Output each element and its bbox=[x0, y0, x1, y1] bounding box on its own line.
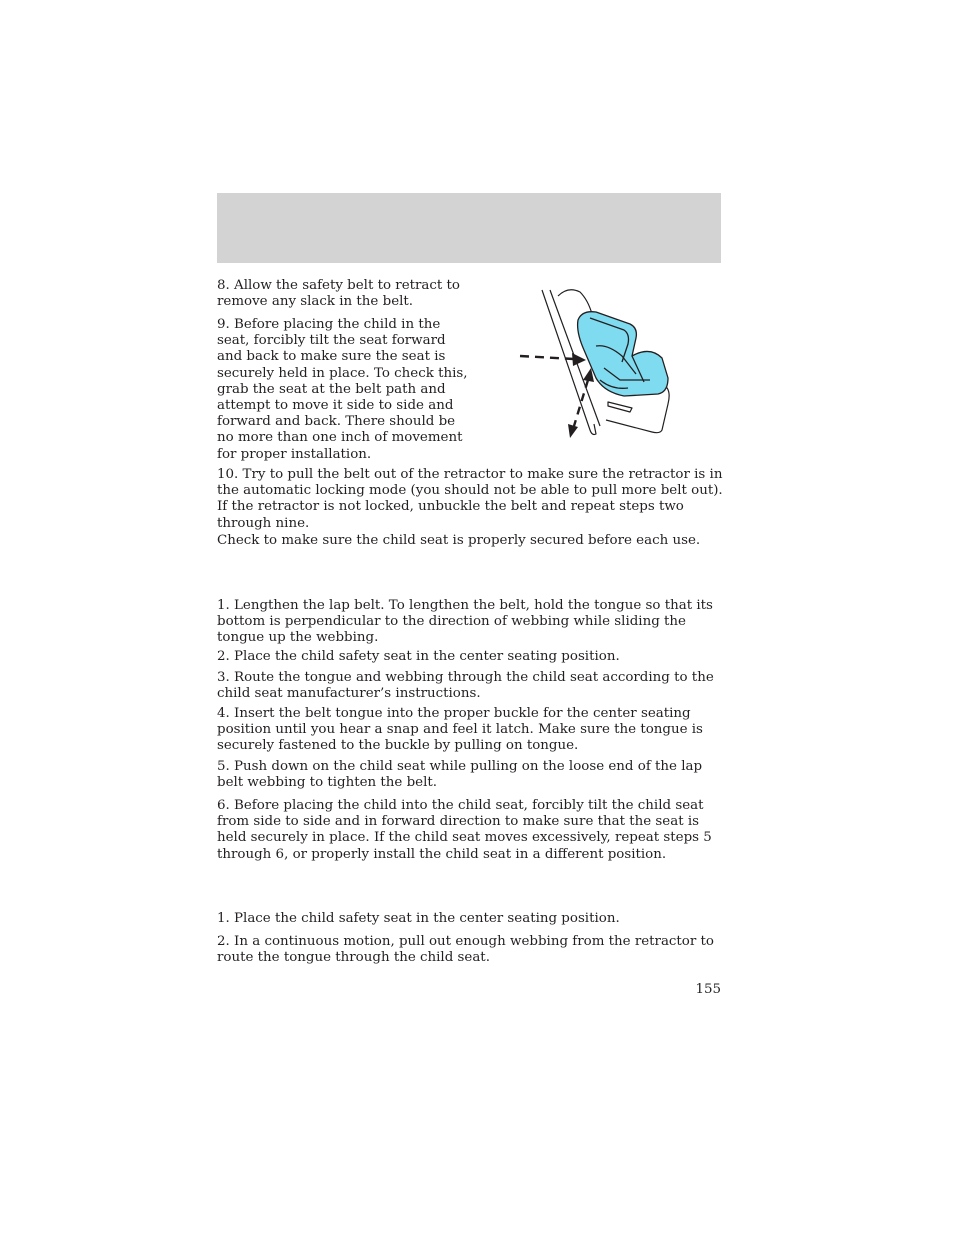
forward-tilt-arrow bbox=[520, 353, 586, 366]
step-9: 9. Before placing the child in the seat, forcibly tilt the seat forward and back to make sure the seat is securely held in place. To check this, grab the seat at the belt path and attempt to move it side to side and forward and back. There should be no more than one inch of movement for proper installation. bbox=[217, 317, 468, 462]
lap-step-6: 6. Before placing the child into the child seat, forcibly tilt the child seat from side to side and in forward direction to make sure that the seat is held securely in place. If the child seat moves excessively, repeat steps 5 through 6, or properly install the child seat in a different position. bbox=[217, 798, 712, 862]
child-seat-illustration bbox=[512, 284, 677, 444]
step-8: 8. Allow the safety belt to retract to remove any slack in the belt. bbox=[217, 278, 460, 310]
check-note: Check to make sure the child seat is properly secured before each use. bbox=[217, 533, 701, 548]
step-10: 10. Try to pull the belt out of the retractor to make sure the retractor is in the automatic locking mode (you should not be able to pull more belt out). If the retractor is not locked, unbuckle the belt and repeat steps two through nine. bbox=[217, 467, 723, 531]
child-seat-shell bbox=[578, 312, 668, 396]
lap-step-3: 3. Route the tongue and webbing through the child seat according to the child seat manufacturer’s instructions. bbox=[217, 670, 714, 702]
lap-step-5: 5. Push down on the child seat while pulling on the loose end of the lap belt webbing to tighten the belt. bbox=[217, 759, 703, 791]
retractor-step-2: 2. In a continuous motion, pull out enough webbing from the retractor to route the tongue through the child seat. bbox=[217, 934, 714, 966]
lap-step-1: 1. Lengthen the lap belt. To lengthen the belt, hold the tongue so that its bottom is perpendicular to the direction of webbing while sliding the tongue up the webbing. bbox=[217, 598, 713, 646]
page-number: 155 bbox=[695, 982, 721, 997]
lap-step-2: 2. Place the child safety seat in the center seating position. bbox=[217, 649, 620, 664]
retractor-step-1: 1. Place the child safety seat in the center seating position. bbox=[217, 911, 620, 926]
lap-step-4: 4. Insert the belt tongue into the proper buckle for the center seating position until you hear a snap and feel it latch. Make sure the tongue is securely fastened to the buckle by pulling on tongue. bbox=[217, 706, 703, 754]
section-header-band bbox=[217, 193, 721, 263]
